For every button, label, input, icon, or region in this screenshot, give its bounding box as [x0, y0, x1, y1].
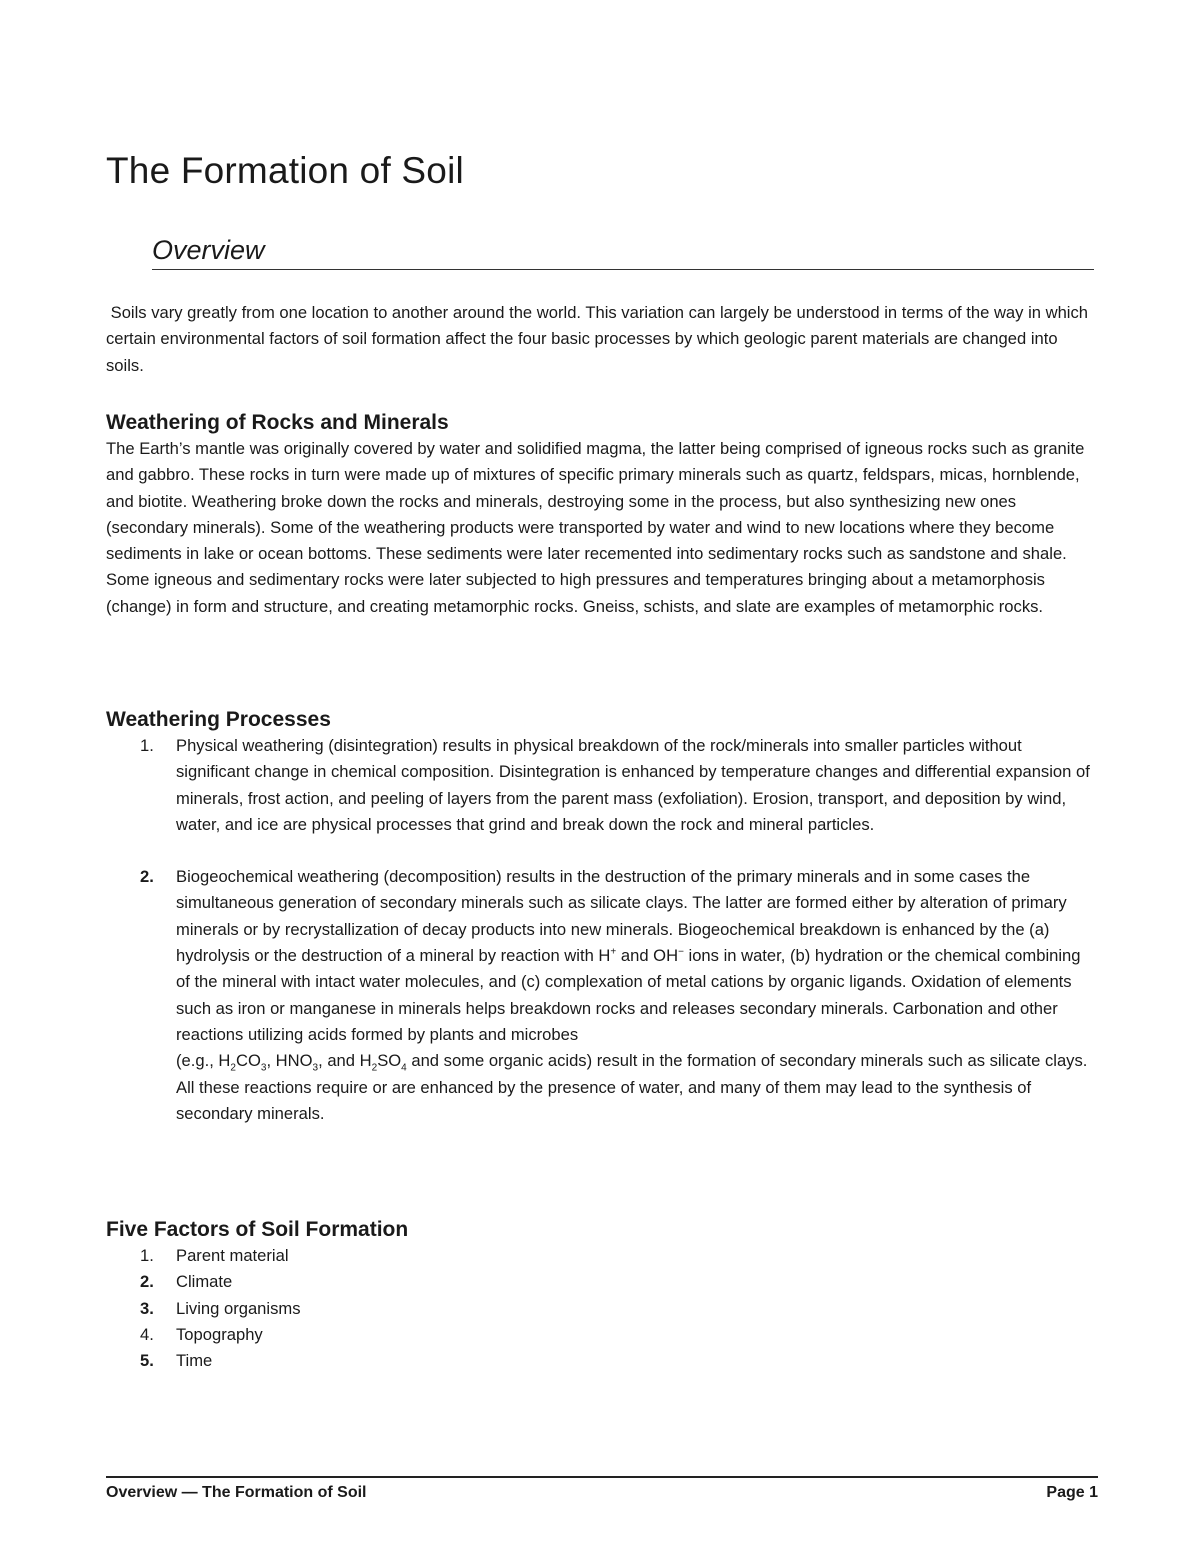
list-spacer	[106, 838, 1094, 864]
list-item-text: Physical weathering (disintegration) results in physical breakdown of the rock/minerals into smaller particles without significant change in chemical composition. Disintegration is enhanced by temperature changes and differential expansion of minerals, frost action, and peeling of layers from the parent mass (exfoliation). Erosion, transport, and deposition by wind, water, and ice are physical processes that grind and break down the rock and mineral particles.	[176, 736, 1090, 834]
weathering-processes-list	[106, 733, 1094, 1127]
section-weathering-rocks	[106, 410, 1094, 620]
list-item-text: Time	[176, 1351, 213, 1371]
list-item-text: Topography	[176, 1324, 263, 1344]
list-item	[106, 1243, 1094, 1269]
page-footer	[106, 1476, 1098, 1502]
section-heading-weathering-processes: Weathering Processes	[106, 708, 331, 731]
list-item	[106, 864, 1094, 1127]
list-item	[106, 1269, 1094, 1295]
list-number: 4.	[140, 1324, 154, 1344]
list-number: 5.	[140, 1351, 154, 1371]
list-item-text: Climate	[176, 1272, 233, 1292]
list-item	[106, 733, 1094, 838]
document-title: The Formation of Soil	[106, 150, 464, 191]
list-item-text: Parent material	[176, 1246, 289, 1265]
list-number: 1.	[140, 736, 154, 755]
list-item	[106, 1296, 1094, 1322]
section-weathering-processes	[106, 707, 1094, 1127]
list-item	[106, 1322, 1094, 1348]
list-item-text: Biogeochemical weathering (decomposition) results in the destruction of the primary minerals and in some cases the simultaneous generation of secondary minerals such as silicate clays. The latter are formed either by alteration of primary minerals or by recrystallization of decay products into new minerals. Biogeochemical breakdown is enhanced by the (a) hydrolysis or the destruction of a mineral by reaction with H+ and OH− ions in water, (b) hydration or the chemical combining of the mineral with intact water molecules, and (c) complexation of metal cations by organic ligands. Oxidation of elements such as iron or manganese in minerals helps breakdown rocks and releases secondary minerals. Carbonation and other reactions utilizing acids formed by plants and microbes (e.g., $H_2CO_3$, $HNO_3$, and $H_2SO_4$ and some organic acids) result in the formation of secondary minerals such as silicate clays. All these reactions require or are enhanced by the presence of water, and many of them may lead to the synthesis of secondary minerals.	[176, 867, 1088, 1123]
footer-title: Overview — The Formation of Soil	[106, 1484, 367, 1501]
section-heading-weathering-rocks: Weathering of Rocks and Minerals	[106, 411, 449, 434]
section-heading-five-factors: Five Factors of Soil Formation	[106, 1218, 409, 1241]
list-number: 1.	[140, 1246, 154, 1265]
list-number: 2.	[140, 867, 154, 887]
page-number: Page 1	[1046, 1484, 1098, 1501]
list-number: 3.	[140, 1298, 154, 1318]
section-five-factors	[106, 1217, 1094, 1374]
five-factors-list	[106, 1243, 1094, 1374]
weathering-rocks-paragraph: The Earth’s mantle was originally covered by water and solidified magma, the latter being comprised of igneous rocks such as granite and gabbro. These rocks in turn were made up of mixtures of specific primary minerals such as quartz, feldspars, micas, hornblende, and biotite. Weathering broke down the rocks and minerals, destroying some in the process, but also synthesizing new ones (secondary minerals). Some of the weathering products were transported by water and wind to new locations where they become sediments in lake or ocean bottoms. These sediments were later recemented into sedimentary rocks such as sandstone and shale. Some igneous and sedimentary rocks were later subjected to high pressures and temperatures bringing about a metamorphosis (change) in form and structure, and creating metamorphic rocks. Gneiss, schists, and slate are examples of metamorphic rocks.	[106, 439, 1085, 616]
list-item-text: Living organisms	[176, 1298, 301, 1318]
list-number: 2.	[140, 1272, 154, 1292]
overview-heading: Overview	[152, 233, 1094, 270]
list-item	[106, 1348, 1094, 1374]
intro-paragraph: Soils vary greatly from one location to another around the world. This variation can largely be understood in terms of the way in which certain environmental factors of soil formation affect the four basic processes by which geologic parent materials are changed into soils.	[106, 303, 1093, 375]
